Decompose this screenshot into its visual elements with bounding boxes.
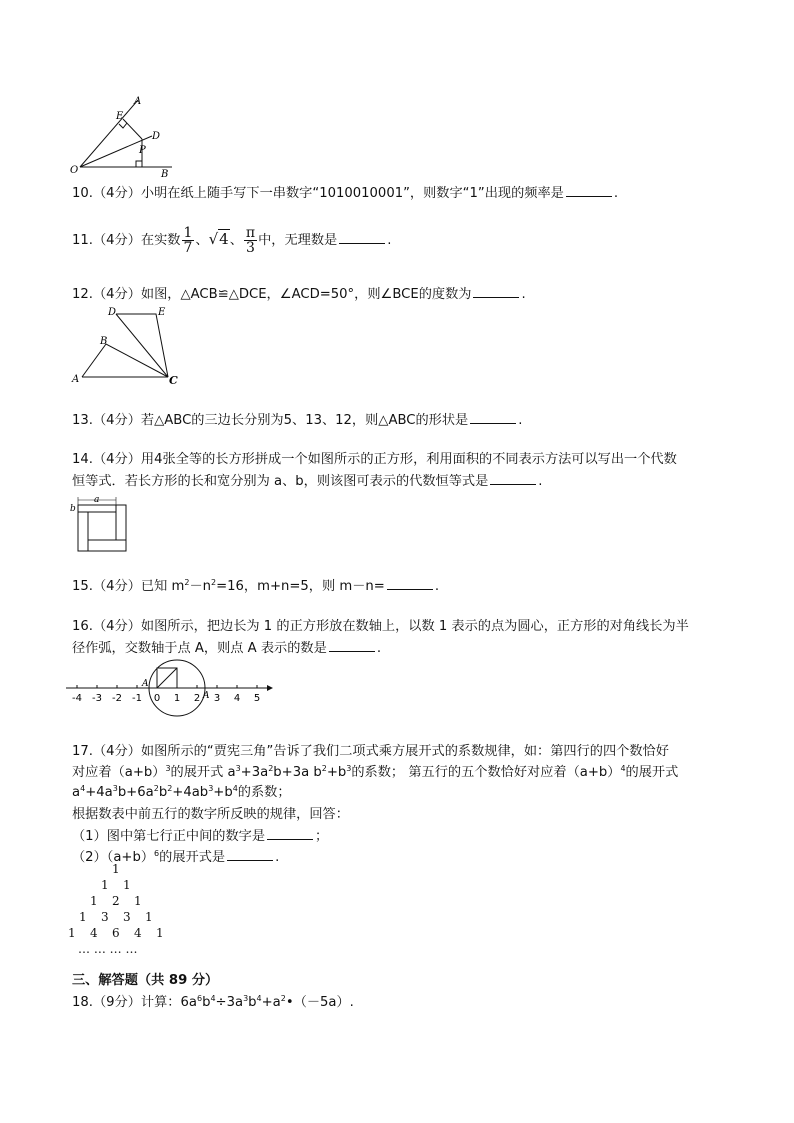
tick-label: 3 <box>213 693 221 704</box>
triangle-number: 1 <box>134 894 142 908</box>
fraction-pi-third: $\frac{\pi}{3}$ <box>245 224 256 256</box>
question-11-suffix: 中，无理数是 <box>258 233 338 248</box>
label-b: b <box>70 504 76 514</box>
label-b: B <box>161 169 169 180</box>
label-e: E <box>158 307 166 318</box>
tick-label: 4 <box>233 693 241 704</box>
question-17-sub1: （1）图中第七行正中间的数字是 ； <box>72 829 329 844</box>
triangle-number: 1 <box>68 926 76 940</box>
question-16-line2: 径作弧，交数轴于点 A，则点 A 表示的数是 . <box>72 641 382 656</box>
triangle-number: 4 <box>90 926 98 940</box>
figure-q9-angle <box>60 92 190 184</box>
question-17-line4: 根据数表中前五行的数字所反映的规律，回答： <box>72 807 349 822</box>
question-11: 11.（4分）在实数 $\frac{1}{7}$ 、√4、 $\frac{\pi}{3}$ 中，无理数是 . <box>72 224 392 256</box>
figure-q14-square <box>66 492 136 556</box>
label-a-right: A <box>203 691 210 701</box>
figure-q12-triangles <box>66 302 186 388</box>
question-17-line1: 17.（4分）如图所示的“贾宪三角”告诉了我们二项式乘方展开式的系数规律，如：第四行的四个数恰好 <box>72 744 669 759</box>
answer-blank <box>566 184 612 197</box>
answer-blank <box>470 411 516 424</box>
triangle-number: 3 <box>101 910 109 924</box>
question-13: 13.（4分）若△ABC的三边长分别为5、13、12，则△ABC的形状是 . <box>72 413 523 428</box>
answer-blank <box>339 231 385 244</box>
triangle-number: 1 <box>90 894 98 908</box>
question-12: 12.（4分）如图，△ACB≌△DCE，∠ACD=50°，则∠BCE的度数为 . <box>72 287 526 302</box>
question-10-text: 10.（4分）小明在纸上随手写下一串数字“1010010001”，则数字“1”出现的频率是 <box>72 186 564 201</box>
triangle-number: 3 <box>123 910 131 924</box>
question-17-sub2: $(2)(a+b)^6$的展开式是 . <box>72 849 280 865</box>
sqrt-four: √4 <box>208 230 229 248</box>
answer-blank <box>227 848 273 861</box>
triangle-number: 1 <box>101 878 109 892</box>
label-p: P <box>139 145 146 156</box>
question-14-line1: 14.（4分）用4张全等的长方形拼成一个如图所示的正方形，利用面积的不同表示方法可以写出一个代数 <box>72 452 677 467</box>
label-a: A <box>134 96 142 107</box>
tick-label: 0 <box>153 693 161 704</box>
triangle-number: 1 <box>156 926 164 940</box>
question-12-text: 12.（4分）如图，△ACB≌△DCE，∠ACD=50°，则∠BCE的度数为 <box>72 287 472 302</box>
question-10 <box>72 184 618 203</box>
question-17-line2: 对应着$(a+b)^3$的展开式 $a^3+3a^2b+3a$ $b^2+b^3$的系数； 第五行的五个数恰好对应着$(a+b)^4$的展开式 <box>72 764 679 780</box>
tick-label: 2 <box>193 693 201 704</box>
label-o: O <box>70 165 79 176</box>
answer-blank <box>329 639 375 652</box>
label-a-left: A <box>142 679 149 689</box>
tick-label: -2 <box>112 693 122 704</box>
question-18: 18.（9分）计算：$6a^6b^4\div 3a^3b^4+a^2•(-5a)$. <box>72 994 354 1010</box>
question-15: 15.（4分）已知 $m^2-n^2=16$，m+n=5，则 m－n= . <box>72 578 440 594</box>
label-a: A <box>72 374 80 385</box>
triangle-number: 1 <box>145 910 153 924</box>
answer-blank <box>490 472 536 485</box>
label-a: a <box>94 495 100 505</box>
question-13-text: 13.（4分）若△ABC的三边长分别为5、13、12，则△ABC的形状是 <box>72 413 469 428</box>
figure-q16-number-line <box>62 656 277 724</box>
period: . <box>613 186 619 201</box>
question-16-line1: 16.（4分）如图所示，把边长为 1 的正方形放在数轴上，以数 1 表示的点为圆心，正方形的对角线长为半 <box>72 619 689 634</box>
tick-label: 5 <box>253 693 261 704</box>
tick-label: 1 <box>173 693 181 704</box>
tick-label: -4 <box>72 693 82 704</box>
section-3-title: 三、解答题（共 89 分） <box>72 973 219 988</box>
triangle-number: 1 <box>123 878 131 892</box>
triangle-number: 2 <box>112 894 120 908</box>
label-b: B <box>100 336 108 347</box>
question-17-line3: $a^4+4a^3b+6a^2b^2+4ab^3+b^4$的系数； <box>72 784 291 800</box>
triangle-number: 4 <box>134 926 142 940</box>
question-14-line2: 恒等式．若长方形的长和宽分别为 a、b，则该图可表示的代数恒等式是 . <box>72 474 543 489</box>
fraction-one-seventh: $\frac{1}{7}$ <box>183 224 193 256</box>
question-11-prefix: 11.（4分）在实数 <box>72 233 181 248</box>
triangle-number: 1 <box>112 862 120 876</box>
answer-blank <box>267 827 313 840</box>
label-d: D <box>152 131 161 142</box>
jia-xian-triangle <box>68 862 182 956</box>
triangle-number: 6 <box>112 926 120 940</box>
answer-blank <box>387 577 433 590</box>
answer-blank <box>473 285 519 298</box>
triangle-ellipsis: … … … … <box>78 942 138 956</box>
tick-label: -1 <box>132 693 142 704</box>
tick-label: -3 <box>92 693 102 704</box>
label-d: D <box>108 307 117 318</box>
label-e: E <box>116 111 124 122</box>
label-c: C <box>169 374 178 387</box>
triangle-number: 1 <box>79 910 87 924</box>
